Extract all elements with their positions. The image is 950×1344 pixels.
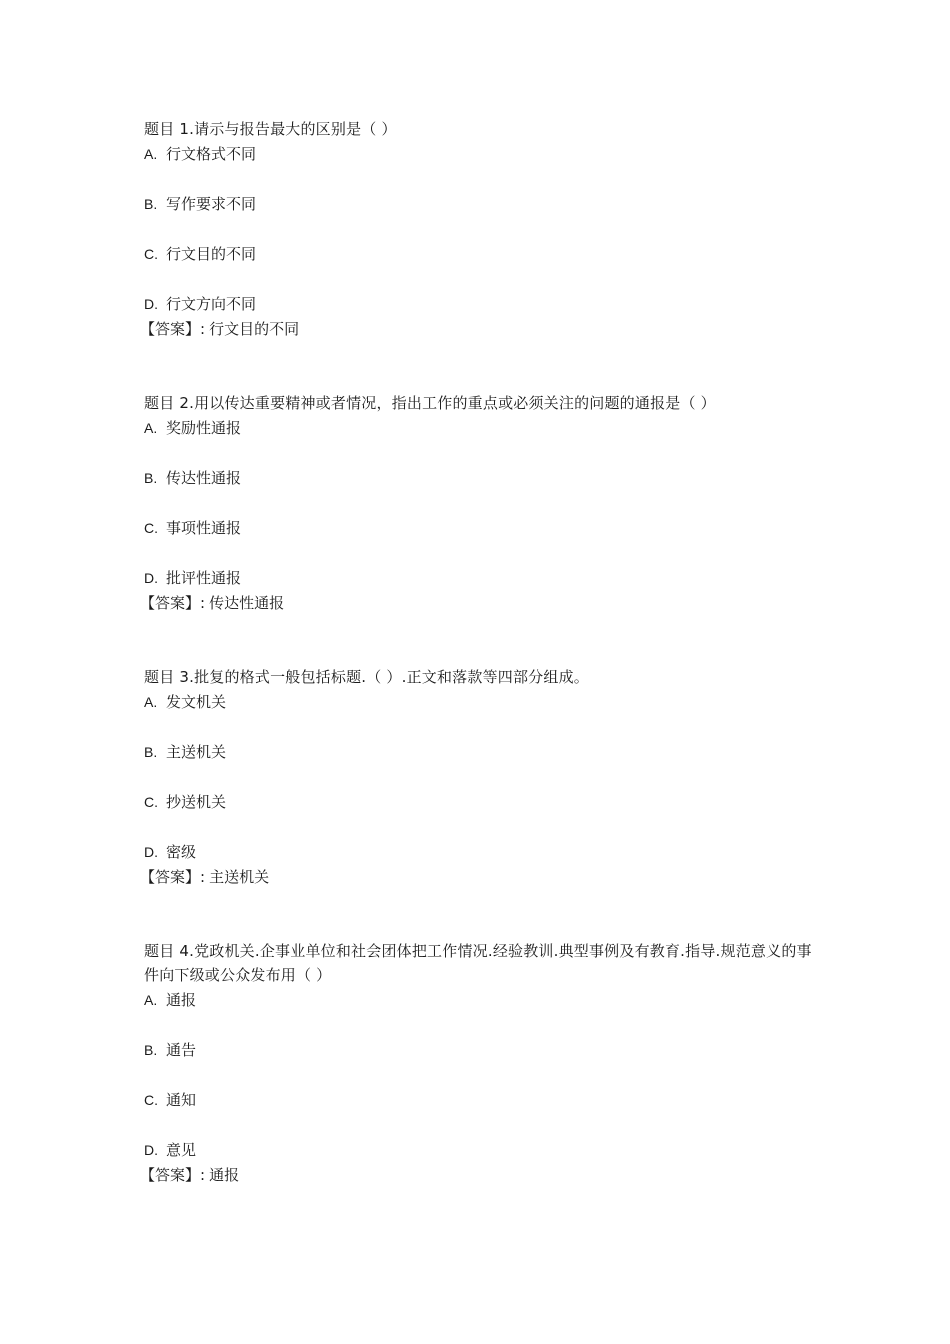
option-letter: C.	[144, 794, 158, 810]
option-text: 行文方向不同	[166, 295, 257, 313]
option-a	[144, 416, 824, 440]
option-letter: C.	[144, 520, 158, 536]
option-text: 抄送机关	[166, 793, 227, 811]
option-text: 主送机关	[166, 743, 227, 761]
option-letter: B.	[144, 744, 158, 760]
answer-value: 主送机关	[209, 868, 270, 886]
option-letter: C.	[144, 246, 158, 262]
question-stem: 题目 1.请示与报告最大的区别是（ ）	[144, 120, 397, 138]
answer-line	[140, 865, 824, 889]
option-text: 密级	[166, 843, 197, 861]
option-letter: D.	[144, 1142, 158, 1158]
option-letter: D.	[144, 844, 158, 860]
answer-label: 【答案】:	[140, 1166, 206, 1184]
option-c	[144, 516, 824, 540]
option-letter: D.	[144, 570, 158, 586]
question-2	[140, 391, 824, 615]
option-d	[144, 292, 824, 316]
option-d	[144, 1138, 824, 1162]
option-letter: C.	[144, 1092, 158, 1108]
option-b	[144, 1038, 824, 1062]
question-stem: 题目 4.党政机关.企事业单位和社会团体把工作情况.经验教训.典型事例及有教育.指导.规范意义的事件向下级或公众发布用（ ）	[144, 942, 812, 984]
answer-line	[140, 591, 824, 615]
option-letter: B.	[144, 1042, 158, 1058]
option-text: 通报	[166, 991, 197, 1009]
answer-label: 【答案】:	[140, 594, 206, 612]
option-text: 行文格式不同	[166, 145, 257, 163]
option-d	[144, 566, 824, 590]
option-text: 事项性通报	[166, 519, 242, 537]
option-text: 意见	[166, 1141, 197, 1159]
option-letter: B.	[144, 196, 158, 212]
answer-value: 通报	[209, 1166, 240, 1184]
question-stem: 题目 3.批复的格式一般包括标题.（ ）.正文和落款等四部分组成。	[144, 668, 589, 686]
answer-line	[140, 1163, 824, 1187]
option-letter: B.	[144, 470, 158, 486]
option-b	[144, 192, 824, 216]
option-letter: A.	[144, 146, 158, 162]
option-letter: A.	[144, 420, 158, 436]
question-1	[140, 117, 824, 341]
answer-value: 行文目的不同	[209, 320, 300, 338]
option-letter: A.	[144, 694, 158, 710]
option-c	[144, 242, 824, 266]
answer-label: 【答案】:	[140, 320, 206, 338]
option-text: 发文机关	[166, 693, 227, 711]
answer-value: 传达性通报	[209, 594, 285, 612]
option-text: 写作要求不同	[166, 195, 257, 213]
option-a	[144, 142, 824, 166]
option-text: 传达性通报	[166, 469, 242, 487]
option-text: 通告	[166, 1041, 197, 1059]
option-c	[144, 790, 824, 814]
option-d	[144, 840, 824, 864]
question-4	[140, 939, 824, 1187]
option-text: 批评性通报	[166, 569, 242, 587]
option-c	[144, 1088, 824, 1112]
option-text: 通知	[166, 1091, 197, 1109]
option-text: 行文目的不同	[166, 245, 257, 263]
option-letter: D.	[144, 296, 158, 312]
option-a	[144, 988, 824, 1012]
answer-line	[140, 317, 824, 341]
option-b	[144, 740, 824, 764]
question-stem: 题目 2.用以传达重要精神或者情况，指出工作的重点或必须关注的问题的通报是（ ）	[144, 394, 716, 412]
option-text: 奖励性通报	[166, 419, 242, 437]
option-a	[144, 690, 824, 714]
question-3	[140, 665, 824, 889]
option-letter: A.	[144, 992, 158, 1008]
answer-label: 【答案】:	[140, 868, 206, 886]
option-b	[144, 466, 824, 490]
